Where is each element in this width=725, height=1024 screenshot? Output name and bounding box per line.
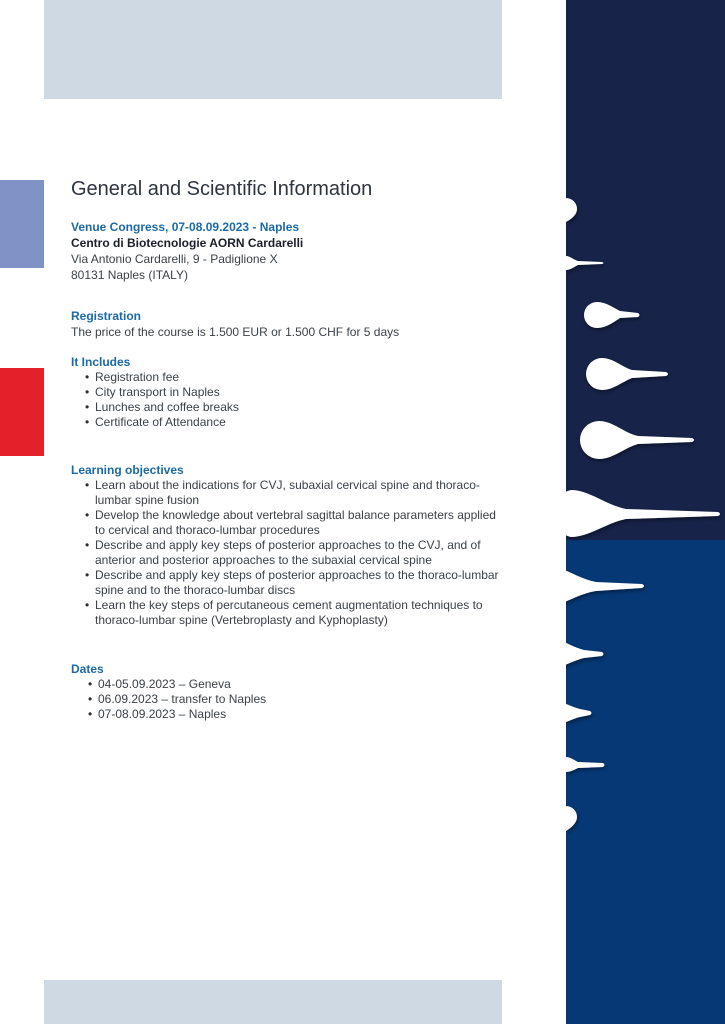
dates-section [71,661,511,722]
registration-text: The price of the course is 1.500 EUR or 1.500 CHF for 5 days [71,325,400,339]
objective-line: spine and to the thoraco-lumbar discs [95,583,296,597]
list-item [95,598,511,628]
includes-list [71,370,511,430]
dates-heading: Dates [71,662,104,676]
top-decorative-band [44,0,502,99]
main-content [71,176,511,722]
venue-address-line2: 80131 Naples (ITALY) [71,268,188,282]
bottom-decorative-band [44,980,502,1024]
list-item [95,538,511,568]
objective-line: Develop the knowledge about vertebral sagittal balance parameters applied [95,508,496,522]
venue-heading-label: Venue Congress [71,220,166,234]
venue-section [71,219,511,283]
droplet-graphic [566,0,725,1024]
includes-heading: It Includes [71,355,131,369]
list-item: • 06.09.2023 – transfer to Naples [98,692,511,707]
objective-line: Learn the key steps of percutaneous cement augmentation techniques to [95,598,483,612]
objective-line: thoraco-lumbar spine (Vertebroplasty and Kyphoplasty) [95,613,388,627]
registration-heading: Registration [71,309,142,323]
list-item: • Certificate of Attendance [95,415,511,430]
list-item [95,508,511,538]
list-item: • 04-05.09.2023 – Geneva [98,677,511,692]
dates-list [71,677,511,722]
list-item [95,568,511,598]
page-title: General and Scientific Information [71,178,373,200]
objective-line: Describe and apply key steps of posterior approaches to the thoraco-lumbar [95,568,499,582]
venue-address-line1: Via Antonio Cardarelli, 9 - Padiglione X [71,252,278,266]
objective-line: lumbar spine fusion [95,493,200,507]
list-item [95,478,511,508]
registration-section [71,308,511,340]
list-item: • 07-08.09.2023 – Naples [98,707,511,722]
venue-name: Centro di Biotecnologie AORN Cardarelli [71,236,304,250]
learning-objectives-list [71,478,511,628]
objective-line: anterior and posterior approaches to the subaxial cervical spine [95,553,432,567]
learning-objectives-heading: Learning objectives [71,463,184,477]
objective-line: Learn about the indications for CVJ, subaxial cervical spine and thoraco- [95,478,480,492]
objective-line: to cervical and thoraco-lumbar procedures [95,523,320,537]
list-item: • Registration fee [95,370,511,385]
side-blue-tab [0,180,44,268]
objective-line: Describe and apply key steps of posterior approaches to the CVJ, and of [95,538,481,552]
includes-section [71,354,511,430]
venue-date-place: , 07-08.09.2023 - Naples [165,220,300,234]
venue-heading [71,219,511,235]
list-item: • Lunches and coffee breaks [95,400,511,415]
learning-objectives-section [71,462,511,628]
side-red-tab [0,368,44,456]
list-item: • City transport in Naples [95,385,511,400]
right-decorative-panel [566,0,725,1024]
